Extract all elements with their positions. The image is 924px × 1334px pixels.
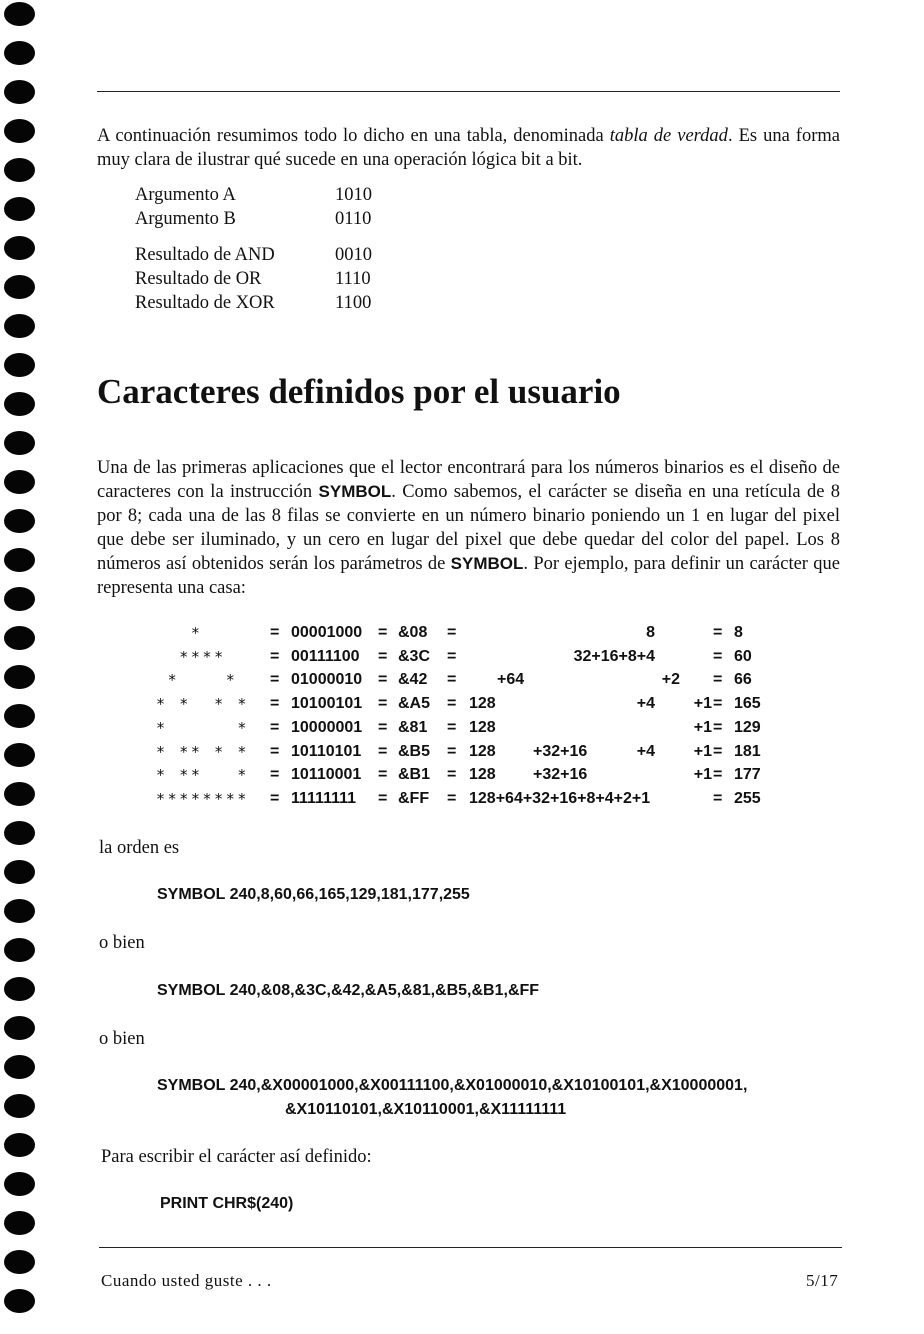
code-line-hex: SYMBOL 240,&08,&3C,&42,&A5,&81,&B5,&B1,&FF [157, 982, 540, 999]
binder-hole [4, 392, 35, 416]
para-escribir-text: Para escribir el carácter así definido: [101, 1147, 372, 1167]
weight-1: +1 [693, 766, 712, 784]
symbol-keyword: SYMBOL [318, 482, 392, 501]
binder-hole [4, 665, 35, 689]
body-text-end: . Por ejemplo, para definir un carácter que representa una casa: [97, 554, 840, 598]
binder-hole [4, 1055, 35, 1079]
equals-sign: = [270, 742, 280, 760]
section-title: Caracteres definidos por el usuario [97, 372, 621, 411]
hex-value: &42 [398, 671, 428, 689]
binder-hole [4, 1211, 35, 1235]
hex-value: &FF [398, 789, 430, 807]
decimal-total: 255 [734, 789, 761, 807]
o-bien-text: o bien [99, 933, 145, 953]
equals-sign: = [447, 695, 457, 713]
hex-value: &3C [398, 647, 431, 665]
code-line-binary-2: &X10110101,&X10110001,&X11111111 [285, 1101, 567, 1118]
decimal-total: 129 [734, 718, 761, 736]
truth-table-value: 1100 [335, 293, 372, 313]
decimal-total: 181 [734, 742, 761, 760]
binary-value: 01000010 [291, 671, 363, 689]
body-paragraph [97, 456, 840, 600]
pixel-pattern: * * [156, 671, 250, 690]
equals-sign: = [270, 695, 280, 713]
weight-4: +4 [636, 695, 655, 713]
truth-table-label: Argumento B [135, 209, 236, 229]
weight-128: 128 [469, 742, 496, 760]
weight-64: +64 [497, 671, 525, 689]
hex-value: &81 [398, 718, 428, 736]
binder-hole [4, 821, 35, 845]
equals-sign: = [447, 624, 457, 641]
weight-128: 128 [469, 718, 496, 736]
pixel-pattern: * * * * [156, 695, 250, 714]
pixel-pattern: ******** [156, 789, 250, 808]
code-line-print: PRINT CHR$(240) [160, 1195, 294, 1212]
truth-table-label: Resultado de XOR [135, 293, 275, 313]
equals-sign: = [270, 671, 280, 689]
decimal-total: 66 [734, 671, 752, 689]
equals-sign: = [378, 766, 388, 784]
truth-table-label: Resultado de AND [135, 245, 275, 265]
equals-sign: = [713, 718, 723, 736]
equals-sign: = [270, 789, 280, 807]
intro-italic-term: tabla de verdad [609, 126, 728, 146]
equals-sign: = [447, 718, 457, 736]
weight-1: +1 [693, 718, 712, 736]
binder-hole [4, 197, 35, 221]
equals-sign: = [447, 742, 457, 760]
hex-value: &08 [398, 624, 428, 641]
equals-sign: = [378, 647, 388, 665]
binder-hole [4, 1133, 35, 1157]
binder-hole [4, 548, 35, 572]
binder-hole [4, 470, 35, 494]
binder-hole [4, 587, 35, 611]
equals-sign: = [713, 671, 723, 689]
weight-1: +1 [693, 695, 712, 713]
truth-table-value: 1110 [335, 269, 371, 289]
binder-hole [4, 353, 35, 377]
equals-sign: = [713, 789, 723, 807]
equals-sign: = [270, 647, 280, 665]
footer-left-text: Cuando usted guste . . . [101, 1271, 272, 1290]
equals-sign: = [270, 766, 280, 784]
weight-1: +1 [693, 742, 712, 760]
decimal-total: 177 [734, 766, 761, 784]
hex-value: &B5 [398, 742, 431, 760]
pixel-pattern: * ** * * [156, 742, 250, 761]
pixel-pattern: * ** * [156, 766, 250, 785]
binder-hole [4, 743, 35, 767]
la-orden-text: la orden es [99, 838, 180, 858]
binary-value: 00111100 [291, 647, 360, 665]
pixel-pattern: * [156, 624, 250, 642]
equals-sign: = [713, 766, 723, 784]
binder-hole [4, 158, 35, 182]
weight-32-16: +32+16 [533, 766, 588, 784]
body-text: Una de las primeras aplicaciones que el lector encontrará para los números binarios es el diseño de caracteres con la instrucción [97, 458, 840, 502]
intro-text: A continuación resumimos todo lo dicho en una tabla, denominada [97, 126, 610, 146]
binder-hole [4, 2, 35, 26]
binder-hole [4, 1016, 35, 1040]
binder-hole [4, 1250, 35, 1274]
decimal-total: 60 [734, 647, 752, 665]
intro-text-end: . Es una forma muy clara de ilustrar qué sucede en una operación lógica bit a bit. [97, 126, 840, 170]
decimal-total: 165 [734, 695, 761, 713]
equals-sign: = [378, 624, 388, 641]
binary-value: 11111111 [291, 789, 357, 807]
binder-hole [4, 80, 35, 104]
equals-sign: = [713, 647, 723, 665]
equals-sign: = [378, 671, 388, 689]
pixel-pattern: **** [156, 647, 250, 666]
equals-sign: = [378, 695, 388, 713]
binder-hole [4, 938, 35, 962]
equals-sign: = [378, 789, 388, 807]
intro-paragraph [97, 124, 840, 172]
binder-hole [4, 275, 35, 299]
bottom-rule [99, 1247, 842, 1248]
hex-value: &A5 [398, 695, 431, 713]
binder-hole [4, 1094, 35, 1118]
binder-hole [4, 626, 35, 650]
equals-sign: = [447, 671, 457, 689]
binder-hole [4, 431, 35, 455]
weight-128: 128 [469, 766, 496, 784]
weight-128: 128 [469, 695, 496, 713]
equals-sign: = [713, 742, 723, 760]
pixel-pattern: * * [156, 718, 250, 737]
binder-hole [4, 899, 35, 923]
equals-sign: = [447, 766, 457, 784]
binder-hole [4, 41, 35, 65]
symbol-keyword: SYMBOL [450, 554, 524, 573]
equals-sign: = [713, 695, 723, 713]
binary-value: 10100101 [291, 695, 363, 713]
top-rule [97, 91, 840, 92]
binary-value: 10110001 [291, 766, 362, 784]
hex-value: &B1 [398, 766, 431, 784]
body-text: . Como sabemos, el carácter se diseña en una retícula de 8 por 8; cada una de las 8 filas se convierte en un número binario poniendo un 1 en lugar del pixel que debe ser iluminado, y un cero en lugar del pixel que debe quedar del color del papel. Los 8 números así obtenidos serán los parámetros de [97, 482, 840, 574]
truth-table-value: 0010 [335, 245, 372, 265]
binder-hole [4, 704, 35, 728]
binder-hole [4, 314, 35, 338]
equals-sign: = [378, 718, 388, 736]
binary-value: 10110101 [291, 742, 362, 760]
weight-128: 128+64+32+16+8+4+2+1 [469, 789, 651, 807]
weight-8: 32+16+8+4 [573, 647, 655, 665]
binder-hole [4, 1172, 35, 1196]
truth-table-label: Resultado de OR [135, 269, 262, 289]
page-number: 5/17 [806, 1271, 839, 1290]
binder-holes [0, 0, 40, 1334]
equals-sign: = [713, 624, 723, 641]
truth-table-value: 0110 [335, 209, 372, 229]
binder-hole [4, 782, 35, 806]
weight-8: 8 [646, 624, 655, 641]
binary-value: 00001000 [291, 624, 363, 641]
binder-hole [4, 860, 35, 884]
binder-hole [4, 1289, 35, 1313]
binder-hole [4, 509, 35, 533]
binder-hole [4, 236, 35, 260]
weight-2: +2 [661, 671, 680, 689]
equals-sign: = [447, 789, 457, 807]
truth-table-label: Argumento A [135, 185, 236, 205]
binder-hole [4, 977, 35, 1001]
binder-hole [4, 119, 35, 143]
weight-4: +4 [636, 742, 655, 760]
equals-sign: = [270, 718, 280, 736]
o-bien-text: o bien [99, 1029, 145, 1049]
code-line-binary-1: SYMBOL 240,&X00001000,&X00111100,&X01000010,&X10100101,&X10000001, [157, 1077, 748, 1094]
equals-sign: = [270, 624, 280, 641]
truth-table-value: 1010 [335, 185, 372, 205]
weight-32-16: +32+16 [533, 742, 588, 760]
binary-value: 10000001 [291, 718, 363, 736]
equals-sign: = [378, 742, 388, 760]
code-line-decimal: SYMBOL 240,8,60,66,165,129,181,177,255 [157, 886, 470, 903]
equals-sign: = [447, 647, 457, 665]
decimal-total: 8 [734, 624, 743, 641]
